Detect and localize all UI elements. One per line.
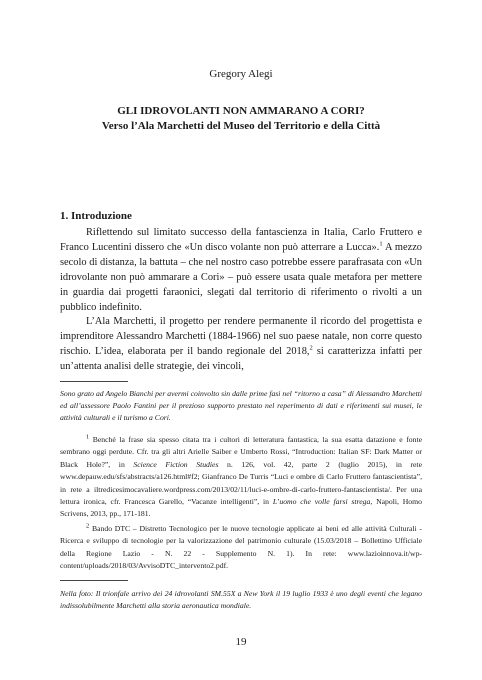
paragraph-1-end: A mezzo secolo di distanza, la battuta – che nel nostro caso potrebbe essere parafrasata con «Un idrovolante non può ammarare a Cori» – può essere usata quale metafora per mettere in guardia dai progetti faraonici, slegati dal territorio di riferimento o rivolti a un pubblico indefinito. xyxy=(60,241,422,313)
article-title xyxy=(60,104,422,134)
footnote-2-text xyxy=(60,523,422,573)
acknowledgment-note: Sono grato ad Angelo Bianchi per avermi coinvolto sin dalle prime fasi nel “ritorno a casa” di Alessandro Marchetti ed all’assessore Paolo Fantini per il prezioso supporto prestato nel reperimento di dati e riferimenti sui musei, le attività culturali e il turismo a Cori. xyxy=(60,389,422,422)
footnote-1 xyxy=(60,434,422,521)
title-subtitle: Verso l’Ala Marchetti del Museo del Territorio e della Città xyxy=(101,120,381,132)
footnote-1-text xyxy=(60,434,422,521)
footnote-ref-1: 1 xyxy=(379,240,383,248)
footnote-1-part-b: n. 126, vol. 42, parte 2 (luglio 2015), in rete www.depauw.edu/sfs/abstracts/a126.html#f2; Gianfranco De Turris “Luci e ombre di Carlo Fruttero fantascientista”, in rete a iltredicesimocavaliere.wordpress.com/2013/02/11/luci-e-ombre-di-carlo-fruttero-fantascientista/. Per una lettura ironica, cfr. Francesca Garello, “Vacanze intelligenti”, in xyxy=(60,459,422,507)
footnote-1-journal: Science Fiction Studies xyxy=(133,459,219,469)
page-number: 19 xyxy=(235,636,247,648)
footnote-1-book: L’uomo che volle farsi strega xyxy=(272,497,371,507)
footnote-1-part-c: , Napoli, Homo Scrivens, 2013, pp., 171-181. xyxy=(60,497,422,519)
paragraph-2-start: L’Ala Marchetti, il progetto per rendere permanente il ricordo del progettista e imprenditore Alessandro Marchetti (1884-1966) nel suo paese natale, non corre questo rischio. L’idea, elaborata per il bando regionale del 2018, xyxy=(60,316,422,358)
body-text xyxy=(60,226,422,375)
footnote-ref-2: 2 xyxy=(309,344,313,352)
section-heading: 1. Introduzione xyxy=(60,210,132,222)
title-main: GLI IDROVOLANTI NON AMMARANO A CORI? xyxy=(117,105,365,117)
paragraph-1-start: Riflettendo sul limitato successo della fantascienza in Italia, Carlo Fruttero e Franco Lucentini dissero che «Un disco volante non può atterrare a Lucca». xyxy=(60,227,422,253)
paragraph-1 xyxy=(60,226,422,315)
footnote-1-part-a: Benché la frase sia spesso citata tra i cultori di letteratura fantastica, la sua esatta datazione e fonte sembrano oggi perdute. Cfr. tra gli altri Arielle Saiber e Umberto Rossi, “Introduction: Italian SF: Dark Matter or Black Hole?”, in xyxy=(60,435,422,469)
footnote-2-content: Bando DTC – Distretto Tecnologico per le nuove tecnologie applicate ai beni ed alle attività Culturali - Ricerca e sviluppo di tecnologie per la valorizzazione del patrimonio culturale (15.03/2018 – Bollettino Ufficiale della Regione Lazio - N. 22 - Supplemento N. 1). In rete: www.lazioinnova.it/wp-content/uploads/2018/03/AvvisoDTC_intervento2.pdf. xyxy=(60,524,422,571)
paragraph-2 xyxy=(60,315,422,375)
paragraph-2-end: si caratterizza infatti per un’attenta analisi delle strategie, dei vincoli, xyxy=(60,346,422,373)
caption-divider xyxy=(60,580,128,581)
footnote-2-number: 2 xyxy=(86,522,90,530)
footnote-1-number: 1 xyxy=(86,433,90,441)
photo-caption: Nella foto: Il trionfale arrivo dei 24 idrovolanti SM.55X a New York il 19 luglio 1933 è uno degli eventi che legano indissolubilmente Marchetti alla storia aeronautica mondiale. xyxy=(60,589,422,610)
author-name: Gregory Alegi xyxy=(209,68,273,80)
footnote-2 xyxy=(60,523,422,573)
footnote-divider xyxy=(60,381,128,382)
